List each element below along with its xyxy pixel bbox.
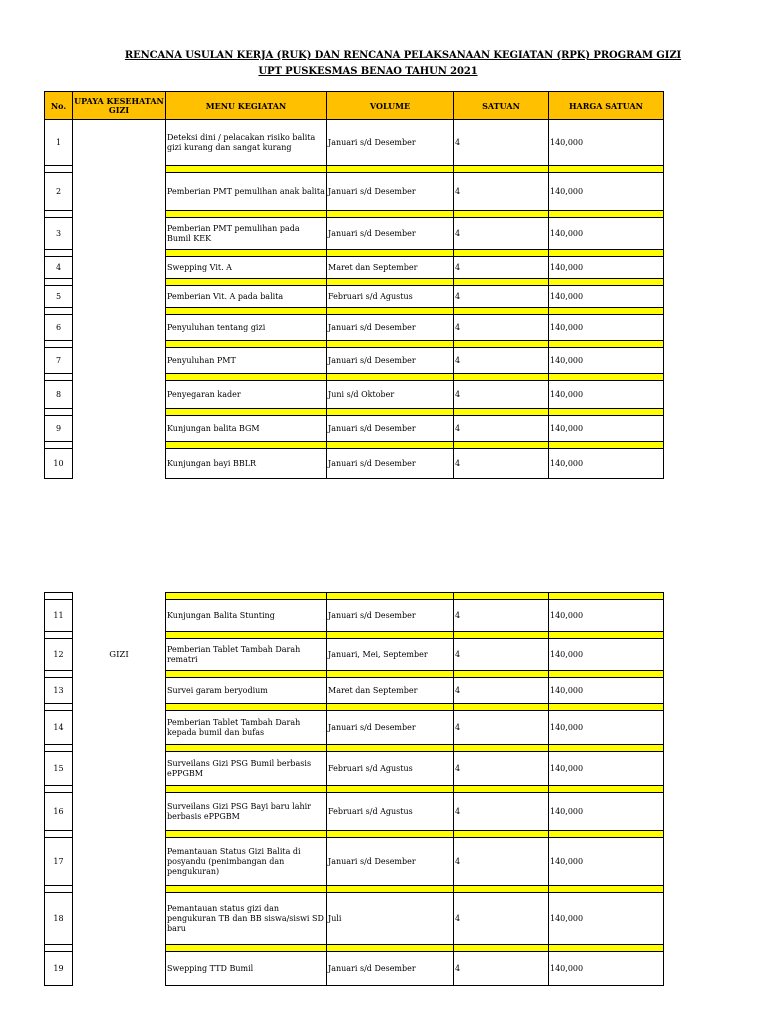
row-upaya xyxy=(73,711,166,745)
spacer-no-cell xyxy=(45,632,73,639)
spacer-upaya-cell xyxy=(73,886,166,893)
spacer-cell xyxy=(549,308,664,315)
row-menu-kegiatan: Swepping Vit. A xyxy=(166,257,327,279)
row-menu-kegiatan: Pemberian PMT pemulihan anak balita xyxy=(166,173,327,211)
table-row xyxy=(45,752,664,786)
spacer-upaya-cell xyxy=(73,945,166,952)
row-upaya xyxy=(73,218,166,250)
row-number: 3 xyxy=(45,218,73,250)
row-volume: Maret dan September xyxy=(327,678,454,704)
row-number: 12 xyxy=(45,639,73,671)
header-satuan: SATUAN xyxy=(454,92,549,120)
table-row xyxy=(45,793,664,831)
row-upaya xyxy=(73,793,166,831)
spacer-cell xyxy=(549,945,664,952)
spacer-cell xyxy=(166,279,327,286)
spacer-cell xyxy=(166,945,327,952)
spacer-cell xyxy=(549,442,664,449)
row-upaya xyxy=(73,173,166,211)
row-volume: Juni s/d Oktober xyxy=(327,381,454,409)
row-menu-kegiatan: Pemantauan status gizi dan pengukuran TB dan BB siswa/siswi SD baru xyxy=(166,893,327,945)
table-row xyxy=(45,600,664,632)
spacer-cell xyxy=(549,704,664,711)
table-row xyxy=(45,711,664,745)
row-menu-kegiatan: Pemberian Tablet Tambah Darah rematri xyxy=(166,639,327,671)
spacer-cell xyxy=(327,250,454,257)
spacer-upaya-cell xyxy=(73,704,166,711)
spacer-cell xyxy=(327,211,454,218)
spacer-cell xyxy=(549,279,664,286)
spacer-no-cell xyxy=(45,211,73,218)
spacer-cell xyxy=(454,166,549,173)
row-menu-kegiatan: Swepping TTD Bumil xyxy=(166,952,327,986)
activity-table-bottom xyxy=(44,592,664,986)
spacer-cell xyxy=(454,593,549,600)
row-number: 14 xyxy=(45,711,73,745)
row-harga-satuan: 140,000 xyxy=(549,793,664,831)
row-harga-satuan: 140,000 xyxy=(549,416,664,442)
spacer-cell xyxy=(327,308,454,315)
row-volume: Maret dan September xyxy=(327,257,454,279)
row-upaya xyxy=(73,893,166,945)
spacer-cell xyxy=(166,374,327,381)
spacer-cell xyxy=(327,704,454,711)
spacer-cell xyxy=(327,341,454,348)
spacer-cell xyxy=(327,745,454,752)
row-number: 4 xyxy=(45,257,73,279)
spacer-upaya-cell xyxy=(73,341,166,348)
spacer-cell xyxy=(327,632,454,639)
row-upaya xyxy=(73,838,166,886)
spacer-upaya-cell xyxy=(73,442,166,449)
row-upaya xyxy=(73,286,166,308)
spacer-cell xyxy=(454,786,549,793)
row-upaya xyxy=(73,416,166,442)
header-no: No. xyxy=(45,92,73,120)
spacer-cell xyxy=(166,409,327,416)
row-volume: Januari s/d Desember xyxy=(327,173,454,211)
spacer-no-cell xyxy=(45,250,73,257)
table-row xyxy=(45,381,664,409)
row-menu-kegiatan: Penyuluhan tentang gizi xyxy=(166,315,327,341)
row-number: 6 xyxy=(45,315,73,341)
spacer-cell xyxy=(166,632,327,639)
table-row xyxy=(45,315,664,341)
spacer-cell xyxy=(549,409,664,416)
row-volume: Juli xyxy=(327,893,454,945)
spacer-upaya-cell xyxy=(73,211,166,218)
spacer-cell xyxy=(327,671,454,678)
spacer-upaya-cell xyxy=(73,831,166,838)
spacer-no-cell xyxy=(45,671,73,678)
spacer-row xyxy=(45,279,664,286)
spacer-upaya-cell xyxy=(73,166,166,173)
spacer-no-cell xyxy=(45,593,73,600)
row-volume: Februari s/d Agustus xyxy=(327,286,454,308)
spacer-cell xyxy=(454,671,549,678)
spacer-no-cell xyxy=(45,166,73,173)
spacer-upaya-cell xyxy=(73,279,166,286)
row-satuan: 4 xyxy=(454,381,549,409)
spacer-row xyxy=(45,211,664,218)
spacer-cell xyxy=(549,886,664,893)
row-satuan: 4 xyxy=(454,678,549,704)
spacer-cell xyxy=(327,279,454,286)
row-number: 19 xyxy=(45,952,73,986)
spacer-cell xyxy=(549,250,664,257)
spacer-row xyxy=(45,442,664,449)
row-harga-satuan: 140,000 xyxy=(549,838,664,886)
spacer-upaya-cell xyxy=(73,632,166,639)
spacer-no-cell xyxy=(45,945,73,952)
row-satuan: 4 xyxy=(454,893,549,945)
spacer-cell xyxy=(549,786,664,793)
table-row xyxy=(45,639,664,671)
row-menu-kegiatan: Surveilans Gizi PSG Bumil berbasis ePPGBM xyxy=(166,752,327,786)
header-volume: VOLUME xyxy=(327,92,454,120)
table-row xyxy=(45,218,664,250)
spacer-row xyxy=(45,374,664,381)
spacer-no-cell xyxy=(45,745,73,752)
row-upaya xyxy=(73,678,166,704)
row-harga-satuan: 140,000 xyxy=(549,639,664,671)
spacer-row xyxy=(45,308,664,315)
row-harga-satuan: 140,000 xyxy=(549,315,664,341)
spacer-upaya-cell xyxy=(73,786,166,793)
spacer-cell xyxy=(327,886,454,893)
row-number: 1 xyxy=(45,120,73,166)
row-number: 9 xyxy=(45,416,73,442)
row-upaya xyxy=(73,449,166,479)
spacer-cell xyxy=(549,341,664,348)
row-satuan: 4 xyxy=(454,218,549,250)
spacer-cell xyxy=(549,745,664,752)
spacer-cell xyxy=(549,632,664,639)
row-number: 18 xyxy=(45,893,73,945)
spacer-upaya-cell xyxy=(73,409,166,416)
row-menu-kegiatan: Penyuluhan PMT xyxy=(166,348,327,374)
row-satuan: 4 xyxy=(454,449,549,479)
spacer-cell xyxy=(327,831,454,838)
spacer-row xyxy=(45,786,664,793)
row-upaya xyxy=(73,120,166,166)
spacer-cell xyxy=(166,211,327,218)
spacer-cell xyxy=(166,250,327,257)
document-subtitle: UPT PUSKESMAS BENAO TAHUN 2021 xyxy=(258,66,478,77)
row-volume: Januari s/d Desember xyxy=(327,315,454,341)
row-number: 16 xyxy=(45,793,73,831)
row-volume: Januari s/d Desember xyxy=(327,218,454,250)
row-number: 7 xyxy=(45,348,73,374)
spacer-row xyxy=(45,250,664,257)
spacer-cell xyxy=(327,945,454,952)
row-number: 11 xyxy=(45,600,73,632)
row-upaya xyxy=(73,381,166,409)
row-volume: Januari s/d Desember xyxy=(327,348,454,374)
spacer-cell xyxy=(549,166,664,173)
row-menu-kegiatan: Kunjungan balita BGM xyxy=(166,416,327,442)
row-volume: Januari, Mei, September xyxy=(327,639,454,671)
spacer-cell xyxy=(549,593,664,600)
spacer-cell xyxy=(549,374,664,381)
row-harga-satuan: 140,000 xyxy=(549,893,664,945)
row-upaya: GIZI xyxy=(73,639,166,671)
table-row xyxy=(45,416,664,442)
row-upaya xyxy=(73,752,166,786)
row-number: 2 xyxy=(45,173,73,211)
spacer-cell xyxy=(454,374,549,381)
row-satuan: 4 xyxy=(454,793,549,831)
spacer-row xyxy=(45,945,664,952)
row-satuan: 4 xyxy=(454,600,549,632)
row-satuan: 4 xyxy=(454,952,549,986)
spacer-cell xyxy=(327,593,454,600)
spacer-cell xyxy=(166,886,327,893)
row-harga-satuan: 140,000 xyxy=(549,678,664,704)
spacer-upaya-cell xyxy=(73,308,166,315)
row-harga-satuan: 140,000 xyxy=(549,381,664,409)
row-menu-kegiatan: Pemberian Vit. A pada balita xyxy=(166,286,327,308)
spacer-no-cell xyxy=(45,341,73,348)
row-number: 5 xyxy=(45,286,73,308)
row-number: 8 xyxy=(45,381,73,409)
table-row xyxy=(45,838,664,886)
spacer-cell xyxy=(166,166,327,173)
row-harga-satuan: 140,000 xyxy=(549,173,664,211)
row-harga-satuan: 140,000 xyxy=(549,449,664,479)
header-upaya: UPAYA KESEHATAN GIZI xyxy=(73,92,166,120)
row-number: 15 xyxy=(45,752,73,786)
spacer-no-cell xyxy=(45,279,73,286)
header-menu: MENU KEGIATAN xyxy=(166,92,327,120)
spacer-cell xyxy=(454,308,549,315)
spacer-no-cell xyxy=(45,374,73,381)
row-menu-kegiatan: Kunjungan bayi BBLR xyxy=(166,449,327,479)
spacer-cell xyxy=(166,786,327,793)
spacer-cell xyxy=(166,308,327,315)
spacer-cell xyxy=(454,945,549,952)
row-satuan: 4 xyxy=(454,416,549,442)
spacer-no-cell xyxy=(45,886,73,893)
spacer-cell xyxy=(327,409,454,416)
spacer-no-cell xyxy=(45,442,73,449)
row-volume: Februari s/d Agustus xyxy=(327,752,454,786)
row-upaya xyxy=(73,257,166,279)
spacer-cell xyxy=(454,632,549,639)
row-satuan: 4 xyxy=(454,286,549,308)
activity-table-top xyxy=(44,91,664,479)
spacer-no-cell xyxy=(45,308,73,315)
row-harga-satuan: 140,000 xyxy=(549,257,664,279)
spacer-row xyxy=(45,166,664,173)
row-volume: Januari s/d Desember xyxy=(327,120,454,166)
table-row xyxy=(45,952,664,986)
spacer-cell xyxy=(454,250,549,257)
spacer-cell xyxy=(454,341,549,348)
spacer-cell xyxy=(327,786,454,793)
spacer-row xyxy=(45,831,664,838)
row-menu-kegiatan: Penyegaran kader xyxy=(166,381,327,409)
row-volume: Januari s/d Desember xyxy=(327,449,454,479)
spacer-cell xyxy=(454,886,549,893)
spacer-cell xyxy=(454,409,549,416)
spacer-row xyxy=(45,341,664,348)
row-volume: Januari s/d Desember xyxy=(327,838,454,886)
spacer-row xyxy=(45,671,664,678)
spacer-cell xyxy=(549,831,664,838)
table-row xyxy=(45,257,664,279)
spacer-row xyxy=(45,593,664,600)
spacer-cell xyxy=(166,671,327,678)
row-harga-satuan: 140,000 xyxy=(549,218,664,250)
row-harga-satuan: 140,000 xyxy=(549,120,664,166)
row-menu-kegiatan: Survei garam beryodium xyxy=(166,678,327,704)
row-volume: Januari s/d Desember xyxy=(327,416,454,442)
table-row xyxy=(45,449,664,479)
row-upaya xyxy=(73,952,166,986)
row-volume: Januari s/d Desember xyxy=(327,952,454,986)
spacer-cell xyxy=(166,704,327,711)
spacer-cell xyxy=(454,831,549,838)
row-harga-satuan: 140,000 xyxy=(549,752,664,786)
row-number: 13 xyxy=(45,678,73,704)
spacer-upaya-cell xyxy=(73,250,166,257)
spacer-no-cell xyxy=(45,786,73,793)
row-harga-satuan: 140,000 xyxy=(549,600,664,632)
row-menu-kegiatan: Pemberian PMT pemulihan pada Bumil KEK xyxy=(166,218,327,250)
spacer-cell xyxy=(166,442,327,449)
spacer-no-cell xyxy=(45,409,73,416)
table-row xyxy=(45,120,664,166)
spacer-cell xyxy=(454,211,549,218)
table-row xyxy=(45,348,664,374)
row-upaya xyxy=(73,348,166,374)
row-satuan: 4 xyxy=(454,752,549,786)
row-menu-kegiatan: Kunjungan Balita Stunting xyxy=(166,600,327,632)
row-upaya xyxy=(73,600,166,632)
row-harga-satuan: 140,000 xyxy=(549,952,664,986)
table-row xyxy=(45,893,664,945)
spacer-cell xyxy=(454,704,549,711)
spacer-cell xyxy=(166,831,327,838)
row-menu-kegiatan: Pemberian Tablet Tambah Darah kepada bumil dan bufas xyxy=(166,711,327,745)
row-harga-satuan: 140,000 xyxy=(549,348,664,374)
spacer-cell xyxy=(549,211,664,218)
spacer-row xyxy=(45,409,664,416)
row-harga-satuan: 140,000 xyxy=(549,711,664,745)
row-volume: Januari s/d Desember xyxy=(327,600,454,632)
spacer-upaya-cell xyxy=(73,745,166,752)
spacer-row xyxy=(45,632,664,639)
row-satuan: 4 xyxy=(454,348,549,374)
row-menu-kegiatan: Surveilans Gizi PSG Bayi baru lahir berbasis ePPGBM xyxy=(166,793,327,831)
table-row xyxy=(45,173,664,211)
spacer-row xyxy=(45,745,664,752)
spacer-upaya-cell xyxy=(73,671,166,678)
spacer-row xyxy=(45,886,664,893)
row-satuan: 4 xyxy=(454,257,549,279)
spacer-cell xyxy=(327,374,454,381)
row-satuan: 4 xyxy=(454,173,549,211)
spacer-cell xyxy=(454,745,549,752)
row-satuan: 4 xyxy=(454,120,549,166)
row-volume: Januari s/d Desember xyxy=(327,711,454,745)
spacer-cell xyxy=(166,593,327,600)
row-volume: Februari s/d Agustus xyxy=(327,793,454,831)
row-satuan: 4 xyxy=(454,315,549,341)
row-satuan: 4 xyxy=(454,711,549,745)
row-satuan: 4 xyxy=(454,639,549,671)
spacer-cell xyxy=(327,166,454,173)
spacer-cell xyxy=(549,671,664,678)
spacer-cell xyxy=(166,341,327,348)
spacer-row xyxy=(45,704,664,711)
spacer-no-cell xyxy=(45,831,73,838)
row-menu-kegiatan: Pemantauan Status Gizi Balita di posyandu (penimbangan dan pengukuran) xyxy=(166,838,327,886)
row-harga-satuan: 140,000 xyxy=(549,286,664,308)
spacer-cell xyxy=(166,745,327,752)
table-row xyxy=(45,678,664,704)
row-menu-kegiatan: Deteksi dini / pelacakan risiko balita gizi kurang dan sangat kurang xyxy=(166,120,327,166)
row-satuan: 4 xyxy=(454,838,549,886)
spacer-cell xyxy=(454,279,549,286)
row-upaya xyxy=(73,315,166,341)
row-number: 10 xyxy=(45,449,73,479)
spacer-upaya-cell xyxy=(73,593,166,600)
document-title: RENCANA USULAN KERJA (RUK) DAN RENCANA PELAKSANAAN KEGIATAN (RPK) PROGRAM GIZI xyxy=(124,50,682,61)
header-harga: HARGA SATUAN xyxy=(549,92,664,120)
table-row xyxy=(45,286,664,308)
spacer-cell xyxy=(327,442,454,449)
spacer-no-cell xyxy=(45,704,73,711)
spacer-upaya-cell xyxy=(73,374,166,381)
spacer-cell xyxy=(454,442,549,449)
row-number: 17 xyxy=(45,838,73,886)
